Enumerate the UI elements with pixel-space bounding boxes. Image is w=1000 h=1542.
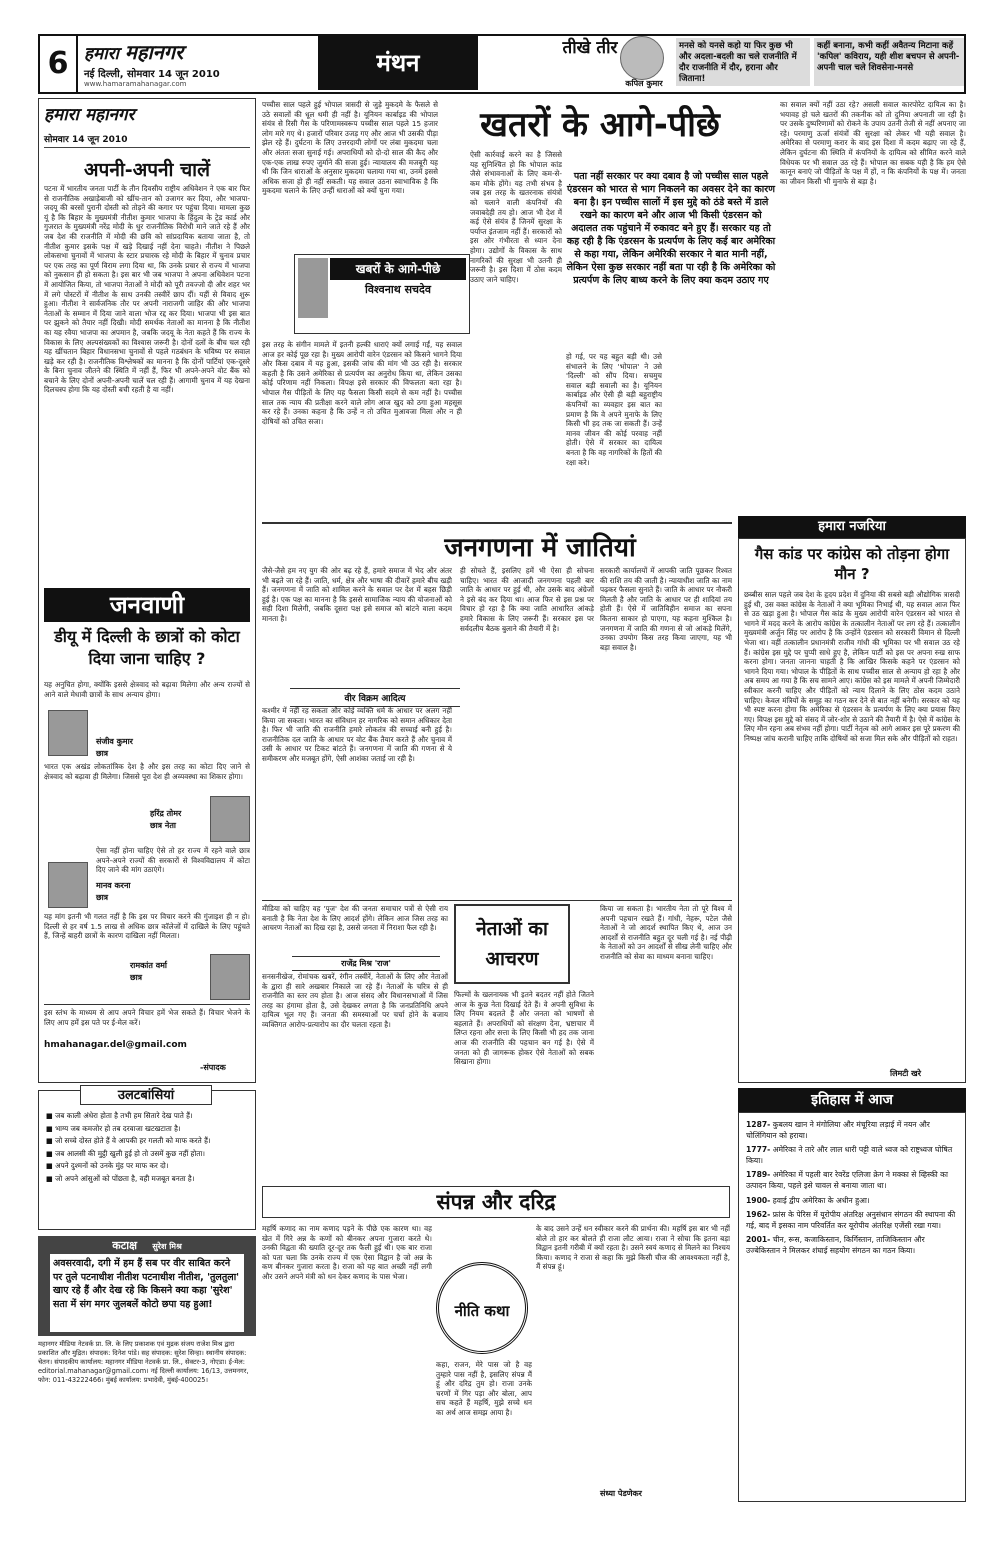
columnist-photo: [620, 36, 664, 80]
list-item: ■ जो अपने आंसुओं को पोंछता है, वही मजबूत बनता है।: [46, 1173, 195, 1183]
kataksh-header: कटाक्ष सुरेश मिश्र: [112, 1239, 182, 1252]
kataksh-text: अवसरवादी, दगी में हम हैं सब पर वीर साबित करने पर तुले पटनाधीश नीतीश पटनाधीश नीतीश, 'तुलतुला' खाए रहे हैं और देख रहे कि किसने क्या कहा 'सुरेश' सता में संग मगर जुलबलें कोटो छपा यह हुआ!: [50, 1254, 244, 1332]
respondent-text-2: ऐसा नहीं होना चाहिए ऐसे तो हर राज्य में रहने वाले छात्र अपने-अपने राज्यों की सरकारों से विश्वविद्यालय में कोटा दिए जाने की मांग उठाएंगे।: [96, 846, 250, 875]
brand-logo: [84, 38, 234, 68]
respondent-role-3: छात्र: [96, 893, 109, 902]
list-item: 1287- कुबलय खान ने मंगोलिया और मंचूरिया लड़ाई में नयन और चोलिंगियान को हराया।: [746, 1120, 930, 1140]
lead-body-5: का सवाल क्यों नहीं उठा रहे? असली सवाल कारपोरेट दायित्व का है। भयावह हो चले खतरों की तकनीक को तो दुनिया अपनाती जा रही है। पर उसके दुष्परिणामों को रोकने के उपाय उतनी तेजी से नहीं अपनाए जा रहे। परमाणु ऊर्जा संयंत्रों की सुरक्षा को लेकर भी यही सवाल है। अमेरिका से परमाणु करार के बाद इस दिशा में कदम बढ़ाए जा रहे हैं, लेकिन दुर्घटना की स्थिति में कंपनियों के दायित्व को सीमित करने वाले विधेयक पर भी सवाल उठ रहे हैं। भोपाल का सबक यही है कि हम ऐसे कानून बनाएं जो पीड़ितों के पक्ष में हों, न कि कंपनियों के पक्ष में। जनता का जीवन किसी भी मुनाफे से बड़ा है।: [780, 100, 966, 186]
respondent-photo-1: [48, 710, 88, 756]
respondent-name-1: संजीव कुमार: [96, 737, 133, 746]
list-item: ■ अपने दुश्मनों को उनके मुंह पर माफ कर दो।: [46, 1161, 169, 1171]
site-url: www.hamaramahanagar.com: [84, 80, 187, 88]
janvani-intro: यह अनुचित होगा, क्योंकि इससे क्षेत्रवाद को बढ़ावा मिलेगा और अन्य राज्यों से आने वाले मेधावी छात्रों के साथ अन्याय होगा।: [44, 680, 250, 699]
najariya-banner: हमारा नजरिया: [738, 516, 966, 538]
satire-verse-1: मनसे को यनसे कहो या फिर कुछ भी और अदला-बदली का चले राजनीति में दौर राजनीति में दौर, हराना और जिताना!: [676, 38, 810, 86]
respondent-name-2: हरिंद्र तोमर: [150, 809, 182, 818]
editorial-body: पटना में भारतीय जनता पार्टी के तीन दिवसीय राष्ट्रीय अधिवेशन ने एक बार फिर से राजनीतिक अखाड़ेबाजी को खींच-तान को उजागर कर दिया, और भाजपा-जदयू की बरसों पुरानी दोस्ती को तोड़ने की कगार पर पहुंचा दिया। मामला कुछ यूं है कि बिहार के मुख्यमंत्री नीतीश कुमार भाजपा के हिंदुत्व के ट्रेड कार्ड और गुजरात के मुख्यमंत्री नरेंद्र मोदी के धुर राजनीतिक विरोधी माने जाते रहे हैं और जब देश की राजनीति में मोदी की छवि को सांप्रदायिक बताया जाता है, तो नीतीश कुमार इसके पक्ष में खड़े दिखाई नहीं देना चाहते। नीतीश ने पिछले लोकसभा चुनावों में भाजपा के स्टार प्रचारक रहे मोदी के बिहार में चुनाव प्रचार पर एक तरह का पूर्ण विराम लगा दिया था, कि उनके प्रचार से राज्य में भाजपा को नुकसान ही हो सकता है। इस बार भी जब भाजपा ने अपना अधिवेशन पटना में आयोजित किया, तो भाजपा नेताओं ने मोदी को पूरी तवज्जो दी और शहर भर में लगे पोस्टरों में नीतीश के साथ उनकी तस्वीरें छाप दीं। यहीं से विवाद शुरू हुआ। नीतीश ने सार्वजनिक तौर पर अपनी नाराजगी जाहिर की और भाजपा नेताओं के सम्मान में दिया जाने वाला भोज रद्द कर दिया। भाजपा भी इस बात पर झुकने को तैयार नहीं दिखी। मोदी समर्थक नेताओं का मानना है कि नीतीश का यह रवैया भाजपा का अपमान है, जबकि जदयू के नेता कहते हैं कि राज्य के विकास के लिए अल्पसंख्यकों का विश्वास जरूरी है। दोनों दलों के बीच चल रही यह खींचतान बिहार विधानसभा चुनावों से पहले गठबंधन के भविष्य पर सवाल खड़े कर रही है। राजनीतिक विश्लेषकों का मानना है कि दोनों पार्टियां एक-दूसरे के बिना चुनाव जीतने की स्थिति में नहीं हैं, फिर भी अपने-अपने वोट बैंक को बचाने के लिए दोनों अपनी-अपनी चालें चल रही हैं। आगामी चुनाव में यह देखना दिलचस्प होगा कि यह दोस्ती बची रहती है या नहीं।: [44, 184, 250, 395]
column-box-author: विश्वनाथ सचदेव: [365, 283, 431, 296]
janvani-question: डीयू में दिल्ली के छात्रों को कोटा दिया जाना चाहिए ?: [54, 627, 240, 668]
janvani-banner: जनवाणी: [44, 588, 250, 622]
neta-headline: नेताओं का आचरण: [454, 904, 570, 984]
neta-body-4: किया जा सकता है। भारतीय नेता तो पूरे विश्व में अपनी पहचान रखते हैं। गांधी, नेहरू, पटेल जैसे नेताओं ने जो आदर्श स्थापित किए थे, आज उन आदर्शों से राजनीति बहुत दूर चली गई है। नई पीढ़ी के नेताओं को उन आदर्शों से सीख लेनी चाहिए और राजनीति को सेवा का माध्यम बनाना चाहिए।: [600, 904, 732, 961]
list-item: 1789- अमेरिका में पहली बार रेवरेंड एलिजा क्रेग ने मक्का से व्हिस्की का उत्पादन किया, पहले इसे चावल से बनाया जाता था।: [746, 1170, 948, 1190]
ultabansiyan-list: [46, 1110, 250, 1186]
section-title: मंथन: [318, 36, 478, 90]
neta-body-2: सनसनीखेज, रोमांचक खबरें, रंगीन तस्वीरें, नेताओं के लिए और नेताओं के द्वारा ही सारे अखबार निकाले जा रहे हैं। नेताओं के चरित्र से ही राजनीति का स्तर तय होता है। आज संसद और विधानसभाओं में जिस तरह का हंगामा होता है, उसे देखकर लगता है कि जनप्रतिनिधि अपने दायित्व भूल गए हैं। जनता की समस्याओं पर चर्चा होने के बजाय व्यक्तिगत आरोप-प्रत्यारोप का दौर चलता रहता है।: [262, 972, 448, 1029]
author-photo: [298, 258, 328, 318]
list-item: 1962- फ्रांस के पेरिस में यूरोपीय अंतरिक्ष अनुसंधान संगठन की स्थापना की गई, बाद में इसका नाम परिवर्तित कर यूरोपीय अंतरिक्ष एजेंसी रखा गया।: [746, 1210, 956, 1230]
janvani-footer: इस स्तंभ के माध्यम से आप अपने विचार हमें भेज सकते हैं। विचार भेजने के लिए आप हमें इस पते पर ई-मेल करें।: [44, 1008, 250, 1027]
list-item: ■ जब आलसी की मुट्ठी खुली हुई हो तो उसमें कुछ नहीं होता।: [46, 1148, 205, 1158]
list-item: ■ जब काली अंधेरा होता है तभी हम सितारे देख पाते हैं।: [46, 1111, 193, 1120]
respondent-role-4: छात्र: [130, 973, 143, 982]
najariya-signoff: लिमटी खरे: [890, 1069, 921, 1078]
story-author: संध्या पेडणेकर: [600, 1489, 642, 1498]
story-body-3: कहा, राजन, मेरे पास जो है वह तुम्हारे पास नहीं है, इसलिए संपन्न मैं हूं और दरिद्र तुम हो। राजा उनके चरणों में गिर पड़ा और बोला, आप सच कहते हैं महर्षि, मुझे सच्चे धन का अर्थ आज समझ आया है।: [436, 1360, 532, 1417]
lead-body-3: ऐसी कार्रवाई करने का है जिससे यह सुनिश्चित हो कि भोपाल कांड जैसे संभावनाओं के लिए कम-से-कम मौके होंगे। यह तभी संभव है जब इस तरह के खतरनाक संयंत्रों को चलाने वाली कंपनियों की जवाबदेही तय हो। आज भी देश में कई ऐसे संयंत्र हैं जिनमें सुरक्षा के पर्याप्त इंतजाम नहीं हैं। सरकारों को इस ओर गंभीरता से ध्यान देना होगा। उद्योगों के विकास के साथ नागरिकों की सुरक्षा भी उतनी ही जरूरी है। इस दिशा में ठोस कदम उठाए जाने चाहिए।: [470, 150, 562, 284]
lead-body-1: पच्चीस साल पहले हुई भोपाल त्रासदी से जुड़े मुकदमे के फैसले से उठे सवालों की धूल थमी ही नहीं है। यूनियन कार्बाइड की भोपाल संयंत्र से रिसी गैस के परिणामस्वरूप पच्चीस साल पहले 15 हजार लोग मारे गए थे। हजारों परिवार उजड़ गए और आज भी उसकी पीड़ा झेल रहे हैं। दुर्घटना के लिए उत्तरदायी लोगों पर लंबा मुकदमा चला और अंततः सजा सुनाई गई। अपराधियों को दो-दो साल की कैद और एक-एक लाख रुपए जुर्माने की सजा हुई। न्यायालय की मजबूरी यह थी कि जिन धाराओं के अनुसार मुकदमा चलाया गया था, उनमें इससे अधिक सजा हो ही नहीं सकती। यह सवाल उठना स्वाभाविक है कि मुकदमा चलाने के लिए उन्हीं धाराओं को क्यों चुना गया।: [262, 100, 438, 196]
editorial-brand: [44, 102, 134, 125]
list-item: 2001- चीन, रूस, कजाकिस्तान, किर्गिस्तान, ताजिकिस्तान और उज्बेकिस्तान ने मिलकर शंघाई सहयोग संगठन का गठन किया।: [746, 1235, 925, 1255]
lead-headline: खतरों के आगे-पीछे: [480, 105, 720, 145]
lead-body-2: इस तरह के संगीन मामले में इतनी हल्की धाराएं क्यों लगाई गईं, यह सवाल आज हर कोई पूछ रहा है। मुख्य आरोपी वारेन एंडरसन को किसने भागने दिया और किस दबाव में यह हुआ, इसकी जांच की मांग भी उठ रही है। सरकार कहती है कि उसने अमेरिका से प्रत्यर्पण का अनुरोध किया था, लेकिन उसका कोई परिणाम नहीं निकला। विपक्ष इसे सरकार की विफलता बता रहा है। भोपाल गैस पीड़ितों के लिए यह फैसला किसी सदमे से कम नहीं है। पच्चीस साल तक न्याय की प्रतीक्षा करने वाले लोग आज खुद को ठगा हुआ महसूस कर रहे हैं। उनका कहना है कि उन्हें न तो उचित मुआवजा मिला और न ही दोषियों को उचित सजा।: [262, 340, 462, 426]
story-headline: संपन्न और दरिद्र: [262, 1186, 730, 1218]
editorial-date: सोमवार 14 जून 2010: [44, 132, 250, 148]
janvani-divider: [44, 1004, 250, 1005]
census-body-4: सरकारी कार्यालयों में आपकी जाति पूछकर रिश्वत की राशि तय की जाती है। न्यायाधीश जाति का नाम पढ़कर फैसला सुनाते हैं। जाति के आधार पर नौकरी मिलती है और जाति के आधार पर ही शादियां तय होती हैं। ऐसे में जातिविहीन समाज का सपना कितना साकार हो पाएगा, यह कहना मुश्किल है। जनगणना में जाति की गणना से जो आंकड़े मिलेंगे, उनका उपयोग किस तरह किया जाएगा, यह भी बड़ा सवाल है।: [600, 566, 732, 652]
story-body-2: के बाद उसने उन्हें धन स्वीकार करने की प्रार्थना की। महर्षि इस बार भी नहीं बोले तो हार कर बोलते ही राजा लौट आया। राजा ने सोचा कि इतना बड़ा विद्वान इतनी गरीबी में क्यों रहता है। उसने स्वयं कणाद से मिलने का निश्चय किया। कणाद ने राजा से कहा कि मुझे किसी चीज की आवश्यकता नहीं है, मैं संपन्न हूं।: [536, 1224, 730, 1272]
story-body-1: महर्षि कणाद का नाम कणाद पड़ने के पीछे एक कारण था। वह खेत में गिरे अन्न के कणों को बीनकर अपना गुजारा करते थे। उनकी विद्वता की ख्याति दूर-दूर तक फैली हुई थी। एक बार राजा को पता चला कि उनके राज्य में एक ऐसा विद्वान है जो अन्न के कण बीनकर गुजारा करता है। राजा को यह बात अच्छी नहीं लगी और उसने अपने मंत्री को धन देकर कणाद के पास भेजा।: [262, 1224, 432, 1281]
respondent-photo-4: [210, 954, 250, 1000]
census-body-2: कश्मीर में नहीं रह सकता और कोई व्यक्ति धर्म के आधार पर अलग नहीं किया जा सकता। भारत का संविधान हर नागरिक को समान अधिकार देता है। फिर भी जाति की राजनीति हमारे लोकतंत्र की सच्चाई बनी हुई है। राजनीतिक दल जाति के आधार पर वोट बैंक तैयार करते हैं और चुनाव में उसी के आधार पर टिकट बांटते हैं। जनगणना में जाति की गणना से ये समीकरण और मजबूत होंगे, ऐसी आशंका जताई जा रही है।: [262, 706, 452, 763]
brand-name: महानगर: [124, 40, 184, 64]
column-label: तीखे तीर: [562, 38, 618, 58]
census-body-1: जैसे-जैसे हम नए युग की ओर बढ़ रहे हैं, हमारे समाज में भेद और अंतर भी बढ़ते जा रहे हैं। जाति, धर्म, क्षेत्र और भाषा की दीवारें हमारे बीच खड़ी हैं। जनगणना में जाति को शामिल करने के सवाल पर देश में बहस छिड़ी हुई है। एक पक्ष का मानना है कि इससे सामाजिक न्याय की योजनाओं को सही दिशा मिलेगी, जबकि दूसरा पक्ष इसे समाज को बांटने वाला कदम मानता है।: [262, 566, 452, 623]
lead-body-4: हो गई, पर यह बहुत बड़ी थी। उसे संभालने के लिए 'भोपाल' ने उसे 'दिल्ली' को सौंप दिया। सचमुच सवाल बड़ी सवाली का है। यूनियन कार्बाइड और ऐसी ही बड़ी बहुराष्ट्रीय कंपनियों का व्यवहार इस बात का प्रमाण है कि वे अपने मुनाफे के लिए किसी भी हद तक जा सकती हैं। उन्हें मानव जीवन की कोई परवाह नहीं होती। ऐसे में सरकार का दायित्व बनता है कि वह नागरिकों के हितों की रक्षा करे।: [566, 352, 662, 467]
census-author: वीर विक्रम आदित्य: [290, 688, 460, 707]
brand-prefix: हमारा: [84, 44, 119, 64]
page-number: 6: [40, 36, 78, 92]
respondent-name-4: रामकांत वर्मा: [130, 961, 167, 970]
history-list: [746, 1120, 960, 1261]
neta-author: राजेंद्र मिश्र 'राज': [292, 956, 440, 971]
history-banner: इतिहास में आज: [738, 1088, 966, 1112]
respondent-photo-3: [48, 862, 88, 908]
editorial-title: अपनी-अपनी चालें: [84, 159, 210, 181]
columnist-name: कपिल कुमार: [625, 79, 663, 88]
respondent-role-2: छात्र नेता: [150, 821, 176, 830]
niti-katha-badge: नीति कथा: [436, 1262, 528, 1354]
respondent-name-3: मानव करना: [96, 881, 131, 890]
list-item: ■ भाग्य जब कमजोर हो तब दरवाजा खटखटाता है।: [46, 1123, 181, 1133]
editorial-brand-name: महानगर: [84, 105, 135, 125]
janvani-signoff: -संपादक: [200, 1063, 226, 1072]
lead-pullquote: पता नहीं सरकार पर क्या दबाव है जो पच्चीस साल पहले एंडरसन को भारत से भाग निकलने का अवसर देने का कारण बना है। इन पच्चीस सालों में इस मुद्दे को ठंडे बस्ते में डाले रखने का कारण बने और आज भी किसी एंडरसन को अदालत तक पहुंचाने में रुकावट बने हुए हैं। सरकार यह तो कह रही है कि एंडरसन के प्रत्यर्पण के लिए कई बार अमेरिका से कहा गया, लेकिन अमेरिकी सरकार ने बात मानी नहीं, लेकिन ऐसा कुछ सरकार नहीं बता पा रही है कि अमेरिका को प्रत्यर्पण के लिए बाध्य करने के लिए क्या कदम उठाए गए: [566, 171, 776, 286]
census-headline: जनगणना में जातियां: [444, 533, 636, 563]
imprint-line: महानगर मीडिया नेटवर्क प्रा. लि. के लिए प्रकाशक एवं मुद्रक संजय राजेश मिश्र द्वारा प्रकाशित और मुद्रित। संपादक: दिनेश पांडे। सह संपादक: सुरेश सिन्हा। स्थानीय संपादक: चेतन। संपादकीय कार्यालय: महानगर मीडिया नेटवर्क प्रा. लि., सेक्टर-3, नोएडा। ई-मेल: editorial.mahanagar@gmail.com। नई दिल्ली कार्यालय: 16/13, उत्तमनगर, फोन: 011-43222466। मुंबई कार्यालय: प्रभादेवी, मुंबई-400025।: [38, 1340, 249, 1384]
satire-verse-2: कहीं बनाना, कभी कहीं अवैतन्य मिटाना कहें 'कपिल' कविराय, यही शीश बचपन से अपनी-अपनी चाल चले शिवसेना-मनसे: [814, 38, 964, 86]
list-item: 1777- अमेरिका ने तारे और लाल धारी पट्टी वाले ध्वज को राष्ट्रध्वज घोषित किया।: [746, 1145, 953, 1165]
column-box-title: खबरों के आगे-पीछे: [330, 258, 466, 280]
neta-body-3: फिल्मों के खलनायक भी इतने बदतर नहीं होते जितने आज के कुछ नेता दिखाई देते हैं। वे अपनी सुविधा के लिए नियम बदलते हैं और जनता को भाषणों से बहलाते हैं। अपराधियों को संरक्षण देना, भ्रष्टाचार में लिप्त रहना और सत्ता के लिए किसी भी हद तक जाना आज की राजनीति की पहचान बन गई है। ऐसे में जनता को ही जागरूक होकर ऐसे नेताओं को सबक सिखाना होगा।: [454, 990, 594, 1067]
section-divider: [262, 522, 732, 524]
respondent-text-1: भारत एक अखंड लोकतांत्रिक देश है और इस तरह का कोटा दिए जाने से क्षेत्रवाद को बढ़ावा ही मिलेगा। जिससे पूरा देश ही अव्यवस्था का शिकार होगा।: [44, 762, 250, 781]
census-body-3: ही सोचते हैं, इसलिए हमें भी ऐसा ही सोचना चाहिए। भारत की आजादी जनगणना पहली बार जाति के आधार पर हुई थी, और उसके बाद अंग्रेजों ने इसे बंद कर दिया था। आज फिर से इस प्रश्न पर विचार हो रहा है कि क्या जाति आधारित आंकड़े हमारे विकास के लिए जरूरी हैं। सरकार इस पर सर्वदलीय बैठक बुलाने की तैयारी में है।: [460, 566, 594, 633]
section-divider: [262, 900, 732, 901]
list-item: 1900- हवाई द्वीप अमेरिका के अधीन हुआ।: [746, 1195, 870, 1205]
respondent-text-3: यह मांग इतनी भी गलत नहीं है कि इस पर विचार करने की गुंजाइश ही न हो। दिल्ली से हर वर्ष 1.5 लाख से अधिक छात्र कॉलेजों में दाखिले के लिए पहुंचते हैं, जिन्हें बाहरी छात्रों के कारण दाखिला नहीं मिलता।: [44, 912, 250, 941]
najariya-headline: गैस कांड पर कांग्रेस को तोड़ना होगा मौन ?: [754, 545, 950, 583]
najariya-body: छब्बीस साल पहले जब देश के हृदय प्रदेश में दुनिया की सबसे बड़ी औद्योगिक त्रासदी हुई थी, उस वक्त कांग्रेस के नेताओं ने क्या भूमिका निभाई थी, यह सवाल आज फिर से उठ खड़ा हुआ है। भोपाल गैस कांड के मुख्य आरोपी वारेन एंडरसन को भारत से भागने में मदद करने के आरोप कांग्रेस के तत्कालीन नेताओं पर लग रहे हैं। तत्कालीन मुख्यमंत्री अर्जुन सिंह पर आरोप है कि उन्होंने एंडरसन को सरकारी विमान से दिल्ली भेजा था। वहीं तत्कालीन प्रधानमंत्री राजीव गांधी की भूमिका पर भी सवाल उठ रहे हैं। कांग्रेस इस मुद्दे पर चुप्पी साधे हुए है, लेकिन पार्टी को इस पर अपना रुख साफ करना होगा। जनता जानना चाहती है कि आखिर किसके कहने पर एंडरसन को भागने दिया गया। भोपाल के पीड़ितों के साथ पच्चीस साल से अन्याय हो रहा है और अब समय आ गया है कि सच सामने आए। कांग्रेस को इस मामले में अपनी जिम्मेदारी स्वीकार करनी चाहिए और पीड़ितों को न्याय दिलाने के लिए ठोस कदम उठाने चाहिए। केवल मंत्रियों के समूह का गठन कर देने से बात नहीं बनेगी। सरकार को यह भी स्पष्ट करना होगा कि अमेरिका से एंडरसन के प्रत्यर्पण के लिए क्या प्रयास किए गए। विपक्ष इस मुद्दे को संसद में जोर-शोर से उठाने की तैयारी में है। ऐसे में कांग्रेस के लिए मौन रहना अब संभव नहीं होगा। पार्टी नेतृत्व को आगे आकर इस पूरे प्रकरण की निष्पक्ष जांच करानी चाहिए ताकि दोषियों को सजा मिल सके और पीड़ितों को राहत।: [744, 590, 960, 743]
respondent-role-1: छात्र: [96, 749, 109, 758]
list-item: ■ जो सच्चे दोस्त होते हैं वे आपकी हर गलती को माफ करते हैं।: [46, 1136, 211, 1146]
neta-body-1: मीडिया को चाहिए वह 'पूज' देश की जनता समाचार पत्रों से ऐसी राय बनाती है कि नेता देश के लिए आदर्श होंगे। लेकिन आज जिस तरह का आचरण नेताओं का दिख रहा है, उससे जनता में निराशा फैल रही है।: [262, 904, 448, 933]
respondent-photo-2: [210, 796, 250, 842]
janvani-email[interactable]: hmahanagar.del@gmail.com: [44, 1040, 187, 1050]
ultabansiyan-title: उलटबांसियां: [80, 1085, 212, 1105]
editorial-brand-prefix: हमारा: [44, 105, 79, 125]
dateline: नई दिल्ली, सोमवार 14 जून 2010: [84, 69, 220, 80]
